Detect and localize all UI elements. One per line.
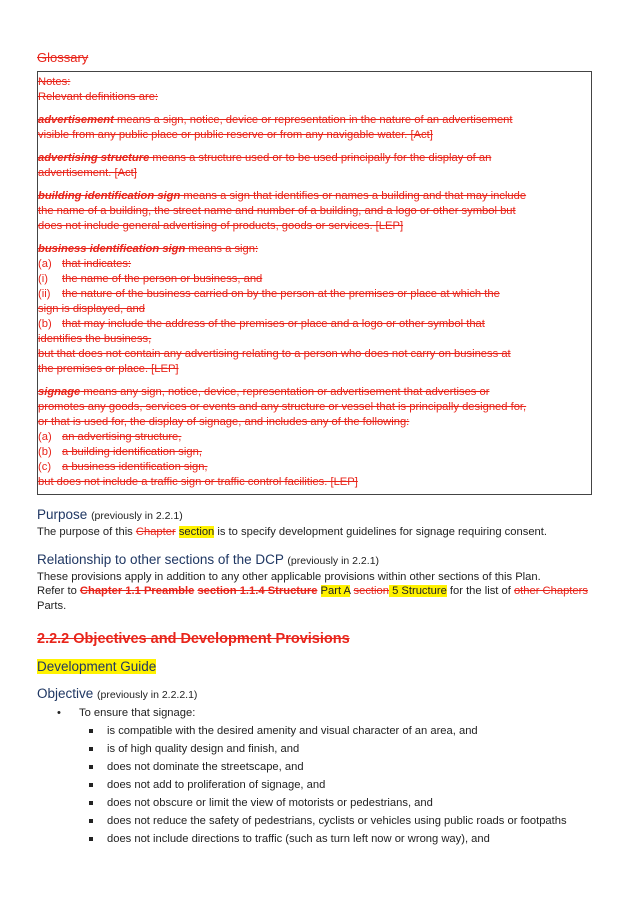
list-item: is of high quality design and finish, and: [37, 742, 592, 757]
list-item: does not dominate the streetscape, and: [37, 760, 592, 775]
list-item: does not obscure or limit the view of motorists or pedestrians, and: [37, 796, 592, 811]
development-guide-heading: Development Guide: [37, 659, 157, 674]
definition-building-identification-sign: building identification sign means a sign that identifies or names a building and that may include the name of a building, the street name and number of a building, and a logo or other symbol but does not include general advertising of products, goods or services. [LEP]: [38, 190, 527, 232]
notes-label: Notes:: [38, 76, 71, 88]
objective-sub-list: [37, 724, 592, 847]
objective-heading: Objective (previously in 2.2.2.1): [37, 686, 198, 701]
purpose-paragraph: The purpose of this Chapter section is to specify development guidelines for signage requiring consent.: [37, 526, 547, 538]
objective-list: [37, 705, 592, 847]
relationship-paragraph: These provisions apply in addition to any other applicable provisions within other sections of this Plan. Refer to Chapter 1.1 Preamble section 1.1.4 Structure Part A section 5 Structure for the list of other Chapters Parts.: [37, 570, 588, 612]
list-item: does not include directions to traffic (such as turn left now or wrong way), and: [37, 832, 592, 847]
purpose-heading: Purpose (previously in 2.2.1): [37, 507, 183, 522]
section-title: 2.2.2 Objectives and Development Provisions: [37, 631, 350, 647]
relationship-heading: Relationship to other sections of the DCP (previously in 2.2.1): [37, 551, 380, 567]
document-page: [37, 50, 592, 850]
definition-signage: signage means any sign, notice, device, representation or advertisement that advertises or promotes any goods, services or events and any structure or vessel that is principally designed for, or that is used for, the display of signage, and includes any of the following: (a) an advertising structure, (b) a building identification sign, (c) a business identification sign, but does not include a traffic sign or traffic control facilities. [LEP]: [38, 386, 527, 488]
definition-business-identification-sign: business identification sign means a sign: (a) that indicates: (i) the name of the person or business, and (ii) the nature of the business carried on by the person at the premises or place at which the sign is displayed, and (b) that may include the address of the premises or place and a logo or other symbol that identifies the business, but that does not contain any advertising relating to a person who does not carry on business at the premises or place. [LEP]: [38, 243, 511, 375]
definition-advertisement: advertisement means a sign, notice, device or representation in the nature of an advertisement visible from any public place or public reserve or from any navigable water. [Act]: [38, 114, 513, 141]
list-item: is compatible with the desired amenity and visual character of an area, and: [37, 724, 592, 739]
list-item: • To ensure that signage: is compatible with the desired amenity and visual character of an area, and is of high quality design and finish, and does not dominate the streetscape, and does not add to proliferation of signage, and does not obscure or limit the view of motorists or pedestrians, and does not reduce the safety of pedestrians, cyclists or vehicles using public roads or footpaths does not include directions to traffic (such as turn left now or wrong way), and: [37, 705, 592, 847]
list-item: does not reduce the safety of pedestrians, cyclists or vehicles using public roads or footpaths: [37, 814, 592, 829]
definition-advertising-structure: advertising structure means a structure used or to be used principally for the display of an advertisement. [Act]: [38, 152, 492, 179]
list-item: does not add to proliferation of signage, and: [37, 778, 592, 793]
glossary-box: [37, 71, 592, 495]
glossary-title: Glossary: [37, 50, 89, 65]
definitions-intro: Relevant definitions are:: [38, 91, 159, 103]
